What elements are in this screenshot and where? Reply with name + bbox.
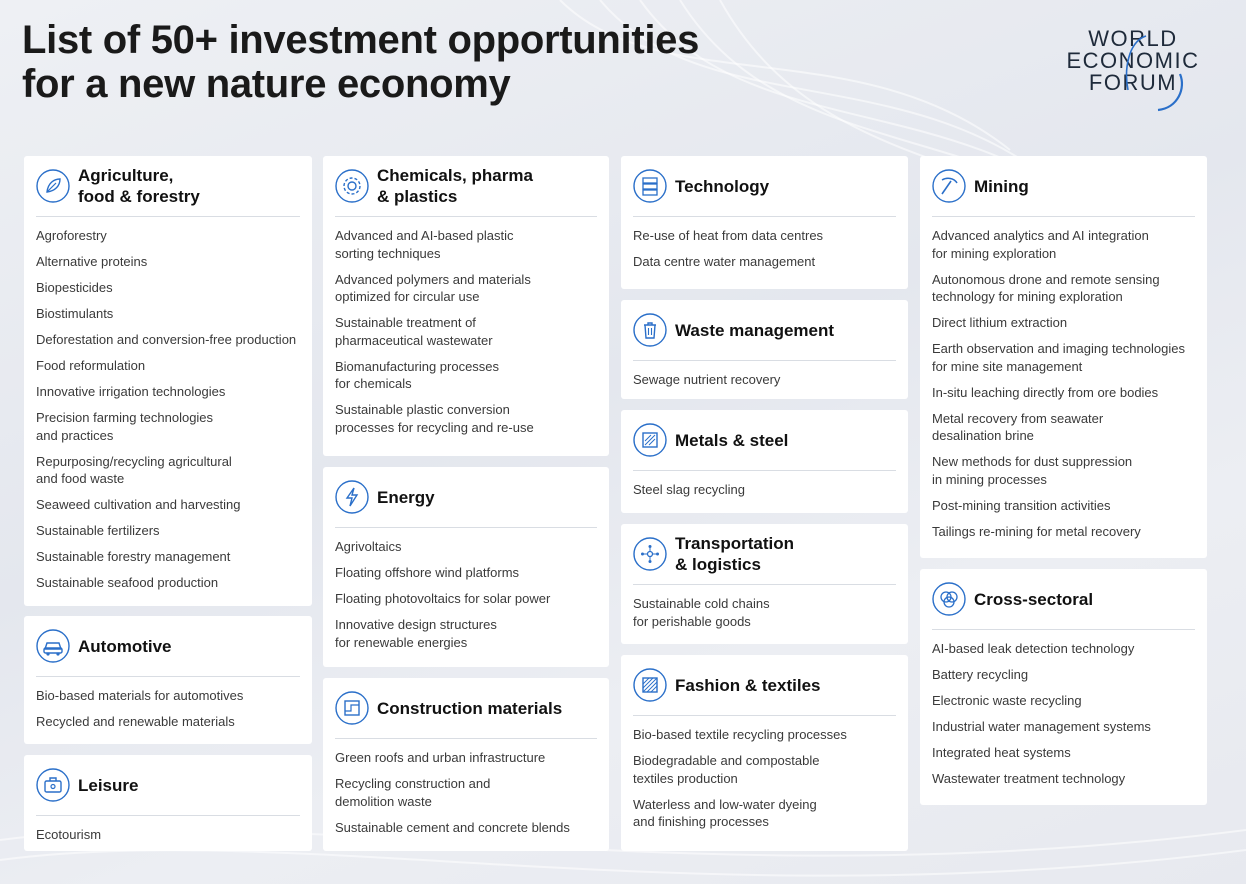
- sector-title: [78, 775, 138, 796]
- opportunity-item: Deforestation and conversion-free production: [36, 332, 297, 347]
- sector-card-header: [633, 655, 896, 716]
- server-icon: [633, 169, 667, 203]
- opportunity-item: Sustainable cold chains for perishable goods: [633, 596, 770, 629]
- sector-title: [377, 698, 562, 719]
- sector-card-header: [932, 569, 1195, 630]
- sector-title-line: Mining: [974, 176, 1029, 196]
- opportunity-item: Industrial water management systems: [932, 719, 1151, 734]
- sector-card-automotive: [24, 616, 312, 744]
- opportunity-item: New methods for dust suppression in mining processes: [932, 454, 1133, 487]
- page-title-line-2: for a new nature economy: [22, 62, 511, 106]
- pickaxe-icon: [932, 169, 966, 203]
- opportunity-item: In-situ leaching directly from ore bodies: [932, 384, 1159, 400]
- opportunity-item: Recycled and renewable materials: [36, 714, 235, 729]
- venn-icon: [932, 582, 966, 616]
- sector-card-header: [633, 410, 896, 471]
- network-icon: [633, 537, 667, 571]
- sector-card-chemicals: [323, 156, 609, 456]
- car-icon: [36, 629, 70, 663]
- sector-card-technology: [621, 156, 908, 289]
- leaf-icon: [36, 169, 70, 203]
- sector-card-agriculture: [24, 156, 312, 606]
- steel-block-icon: [633, 423, 667, 457]
- gear-icon: [335, 169, 369, 203]
- sector-card-header: [633, 156, 896, 217]
- opportunity-item: Battery recycling: [932, 667, 1029, 682]
- lightning-icon: [335, 480, 369, 514]
- opportunity-item: Ecotourism: [36, 827, 102, 842]
- opportunity-item: Sustainable cement and concrete blends: [335, 819, 570, 835]
- opportunity-item: Agroforestry: [36, 228, 107, 243]
- opportunity-item: Bio-based materials for automotives: [36, 688, 244, 703]
- sector-card-header: [36, 156, 300, 217]
- sector-title-line: Energy: [377, 487, 435, 507]
- opportunity-list: [36, 816, 300, 844]
- opportunity-item: Sustainable fertilizers: [36, 523, 160, 538]
- opportunity-item: Advanced and AI-based plastic sorting techniques: [335, 228, 514, 261]
- opportunity-item: Green roofs and urban infrastructure: [335, 750, 546, 765]
- logo-arc: [1106, 30, 1186, 120]
- opportunity-list: [932, 630, 1195, 788]
- opportunity-list: [633, 585, 896, 630]
- sector-title-line: Agriculture,: [78, 166, 174, 185]
- opportunity-item: Floating offshore wind platforms: [335, 565, 520, 580]
- sector-title: [78, 636, 172, 657]
- sector-card-construction: [323, 678, 609, 851]
- logo-word-world: WORLD: [1088, 26, 1178, 51]
- sector-card-fashion: [621, 655, 908, 851]
- opportunity-list: [633, 716, 896, 831]
- opportunity-item: Earth observation and imaging technologies for mine site management: [932, 341, 1185, 374]
- opportunity-item: Innovative irrigation technologies: [36, 384, 226, 399]
- sector-card-header: [335, 156, 597, 217]
- sector-card-transportation: [621, 524, 908, 644]
- opportunity-list: [335, 528, 597, 651]
- sector-card-header: [335, 467, 597, 528]
- opportunity-item: Sustainable seafood production: [36, 575, 219, 590]
- logo-word-forum: FORUM: [1088, 70, 1178, 95]
- opportunity-item: Alternative proteins: [36, 254, 148, 269]
- sector-card-leisure: [24, 755, 312, 851]
- trash-icon: [633, 313, 667, 347]
- opportunity-item: Tailings re-mining for metal recovery: [932, 523, 1141, 539]
- page-title: [22, 18, 699, 106]
- sector-card-header: [633, 300, 896, 361]
- sector-title-line: Cross-sectoral: [974, 589, 1094, 609]
- sector-card-waste: [621, 300, 908, 399]
- suitcase-icon: [36, 768, 70, 802]
- sector-title-line: Waste management: [675, 320, 835, 340]
- opportunity-item: Biodegradable and compostable textiles production: [633, 753, 820, 786]
- opportunity-item: Biostimulants: [36, 306, 114, 321]
- opportunity-list: [36, 217, 300, 592]
- opportunity-item: Biopesticides: [36, 280, 113, 295]
- opportunity-item: Precision farming technologies and practices: [36, 410, 214, 443]
- opportunity-item: Agrivoltaics: [335, 539, 402, 554]
- sector-title: [675, 533, 794, 575]
- sector-title: [377, 165, 533, 207]
- logo-word-economic: ECONOMIC: [1066, 48, 1200, 73]
- opportunity-item: Biomanufacturing processes for chemicals: [335, 358, 500, 391]
- sector-title-line: Technology: [675, 176, 770, 196]
- sector-card-energy: [323, 467, 609, 667]
- sector-title: [974, 589, 1093, 610]
- opportunity-item: Sustainable plastic conversion processes for recycling and re-use: [335, 402, 534, 435]
- opportunity-item: Repurposing/recycling agricultural and food waste: [36, 453, 232, 486]
- world-economic-forum-logo: [1058, 28, 1208, 120]
- opportunity-item: Floating photovoltaics for solar power: [335, 591, 551, 606]
- sector-card-header: [36, 616, 300, 677]
- sector-card-mining: [920, 156, 1207, 558]
- opportunity-item: Post-mining transition activities: [932, 497, 1111, 513]
- opportunity-item: Direct lithium extraction: [932, 315, 1068, 330]
- opportunity-list: [932, 217, 1195, 540]
- sector-title-line: Fashion & textiles: [675, 675, 821, 695]
- opportunity-item: Metal recovery from seawater desalination brine: [932, 410, 1104, 443]
- sector-title: [377, 487, 435, 508]
- sector-card-cross: [920, 569, 1207, 805]
- opportunity-item: Sustainable treatment of pharmaceutical wastewater: [335, 315, 493, 348]
- opportunity-item: Waterless and low-water dyeing and finishing processes: [633, 796, 817, 829]
- opportunity-item: Sustainable forestry management: [36, 549, 231, 564]
- opportunity-item: Electronic waste recycling: [932, 693, 1082, 708]
- sector-title-line: Leisure: [78, 775, 139, 795]
- blueprint-icon: [335, 691, 369, 725]
- sector-card-metals: [621, 410, 908, 513]
- opportunity-item: Bio-based textile recycling processes: [633, 727, 847, 742]
- sector-card-header: [335, 678, 597, 739]
- opportunity-item: AI-based leak detection technology: [932, 641, 1135, 656]
- opportunity-item: Food reformulation: [36, 358, 146, 373]
- opportunity-item: Autonomous drone and remote sensing technology for mining exploration: [932, 271, 1160, 304]
- opportunity-list: [633, 471, 896, 499]
- opportunity-list: [633, 361, 896, 389]
- opportunity-item: Steel slag recycling: [633, 482, 745, 497]
- page-title-line-1: List of 50+ investment opportunities: [22, 18, 700, 62]
- sector-title: [675, 320, 834, 341]
- sector-title-line: & logistics: [675, 555, 761, 574]
- opportunity-list: [36, 677, 300, 731]
- sector-title: [974, 176, 1029, 197]
- opportunity-item: Integrated heat systems: [932, 745, 1071, 760]
- sector-card-header: [932, 156, 1195, 217]
- opportunity-item: Advanced analytics and AI integration for mining exploration: [932, 228, 1149, 261]
- opportunity-list: [335, 739, 597, 836]
- sector-title: [675, 675, 820, 696]
- sector-title: [675, 430, 788, 451]
- opportunity-item: Sewage nutrient recovery: [633, 372, 781, 387]
- opportunity-item: Innovative design structures for renewable energies: [335, 617, 497, 650]
- textile-icon: [633, 668, 667, 702]
- sector-title-line: food & forestry: [78, 187, 200, 206]
- opportunity-list: [335, 217, 597, 436]
- sector-title-line: Transportation: [675, 534, 795, 553]
- sector-title-line: Construction materials: [377, 698, 563, 718]
- sector-title-line: & plastics: [377, 187, 458, 206]
- sector-title-line: Metals & steel: [675, 430, 789, 450]
- opportunity-item: Seaweed cultivation and harvesting: [36, 497, 241, 512]
- sector-card-header: [633, 524, 896, 585]
- opportunity-list: [633, 217, 896, 271]
- sector-card-header: [36, 755, 300, 816]
- opportunity-item: Wastewater treatment technology: [932, 771, 1126, 786]
- sector-title: [675, 176, 769, 197]
- opportunity-item: Data centre water management: [633, 254, 816, 269]
- opportunity-item: Re-use of heat from data centres: [633, 228, 824, 243]
- sector-title-line: Automotive: [78, 636, 172, 656]
- sector-title: [78, 165, 200, 207]
- opportunity-item: Recycling construction and demolition waste: [335, 776, 491, 809]
- opportunity-item: Advanced polymers and materials optimized for circular use: [335, 271, 531, 304]
- sector-title-line: Chemicals, pharma: [377, 166, 533, 185]
